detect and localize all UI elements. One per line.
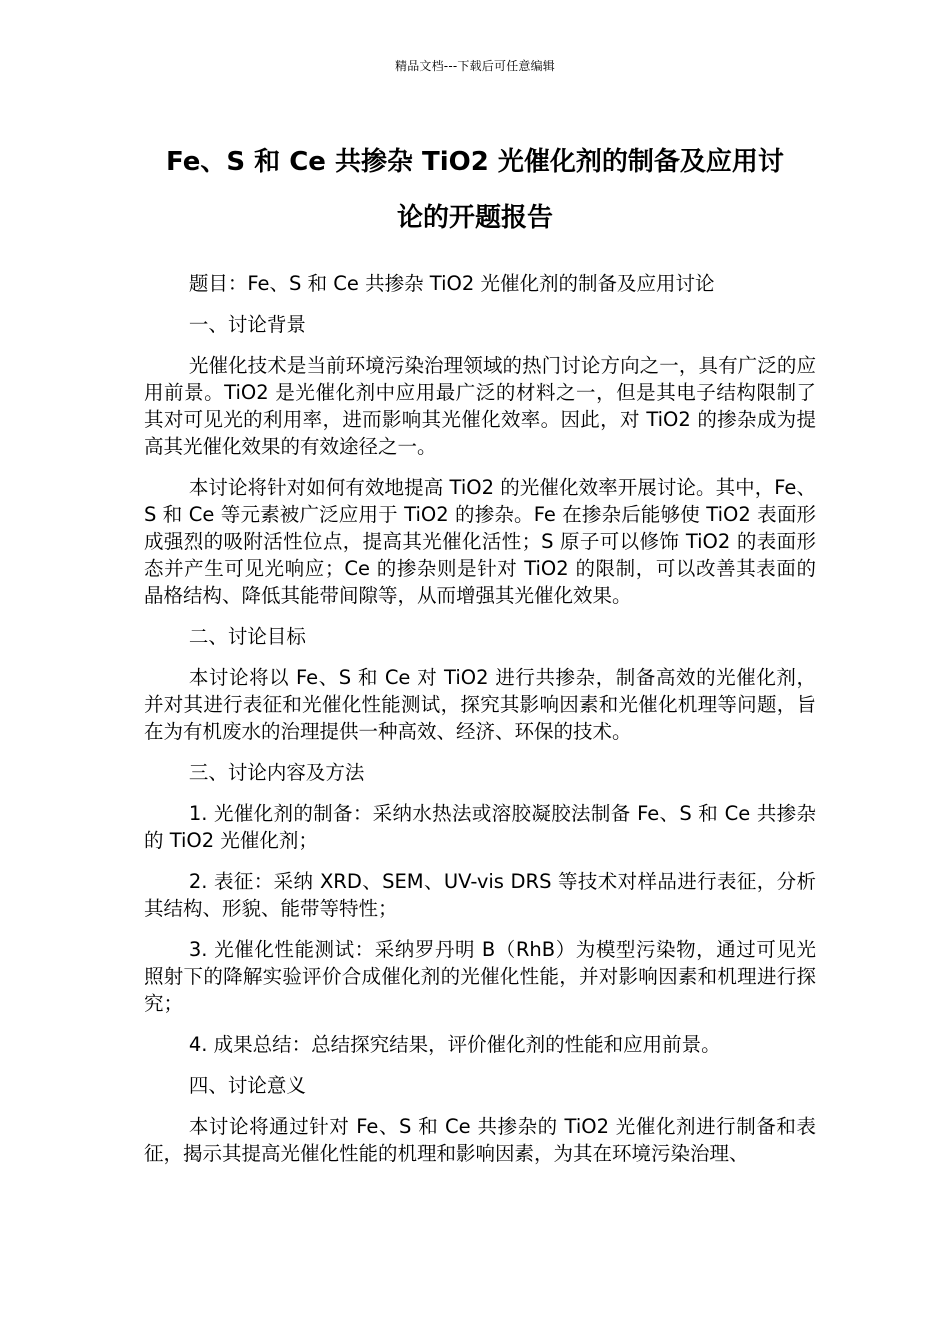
section-heading-significance: 四、讨论意义 xyxy=(188,1074,306,1097)
paragraph: 本讨论将通过针对 Fe、S 和 Ce 共掺杂的 TiO2 光催化剂进行制备和表征，揭示其提高光催化性能的机理和影响因素，为其在环境污染治理、 xyxy=(144,1115,816,1165)
section-heading-methods: 三、讨论内容及方法 xyxy=(188,761,365,784)
paragraph: 本讨论将针对如何有效地提高 TiO2 的光催化效率开展讨论。其中，Fe、S 和 Ce 等元素被广泛应用于 TiO2 的掺杂。Fe 在掺杂后能够使 TiO2 表面形成强烈的吸附活性位点，提高其光催化活性；S 原子可以修饰 TiO2 的表面形态并产生可见光响应；Ce 的掺杂则是针对 TiO2 的限制，可以改善其表面的晶格结构、降低其能带间隙等，从而增强其光催化效果。 xyxy=(144,476,816,607)
paragraph: 光催化技术是当前环境污染治理领域的热门讨论方向之一，具有广泛的应用前景。TiO2 是光催化剂中应用最广泛的材料之一，但是其电子结构限制了其对可见光的利用率，进而影响其光催化效率。因此，对 TiO2 的掺杂成为提高其光催化效果的有效途径之一。 xyxy=(144,354,816,458)
paragraph: 本讨论将以 Fe、S 和 Ce 对 TiO2 进行共掺杂，制备高效的光催化剂，并对其进行表征和光催化性能测试，探究其影响因素和光催化机理等问题，旨在为有机废水的治理提供一种高效、经济、环保的技术。 xyxy=(144,666,816,743)
section-heading-background: 一、讨论背景 xyxy=(188,313,306,336)
title-line-1: Fe、S 和 Ce 共掺杂 TiO2 光催化剂的制备及应用讨 xyxy=(166,147,784,177)
list-item: 3. 光催化性能测试：采纳罗丹明 B（RhB）为模型污染物，通过可见光照射下的降解实验评价合成催化剂的光催化性能，并对影响因素和机理进行探究； xyxy=(144,938,816,1015)
document-body xyxy=(144,270,816,1181)
list-item: 4. 成果总结：总结探究结果，评价催化剂的性能和应用前景。 xyxy=(188,1033,721,1056)
title-line-2: 论的开题报告 xyxy=(396,203,553,233)
section-heading-goal: 二、讨论目标 xyxy=(188,625,306,648)
list-item: 2. 表征：采纳 XRD、SEM、UV-vis DRS 等技术对样品进行表征，分析其结构、形貌、能带等特性； xyxy=(144,870,816,920)
topic-line: 题目：Fe、S 和 Ce 共掺杂 TiO2 光催化剂的制备及应用讨论 xyxy=(188,272,715,295)
list-item: 1. 光催化剂的制备：采纳水热法或溶胶凝胶法制备 Fe、S 和 Ce 共掺杂的 TiO2 光催化剂； xyxy=(144,802,816,852)
document-title xyxy=(140,134,810,246)
header-note: 精品文档---下载后可任意编辑 xyxy=(395,59,555,73)
